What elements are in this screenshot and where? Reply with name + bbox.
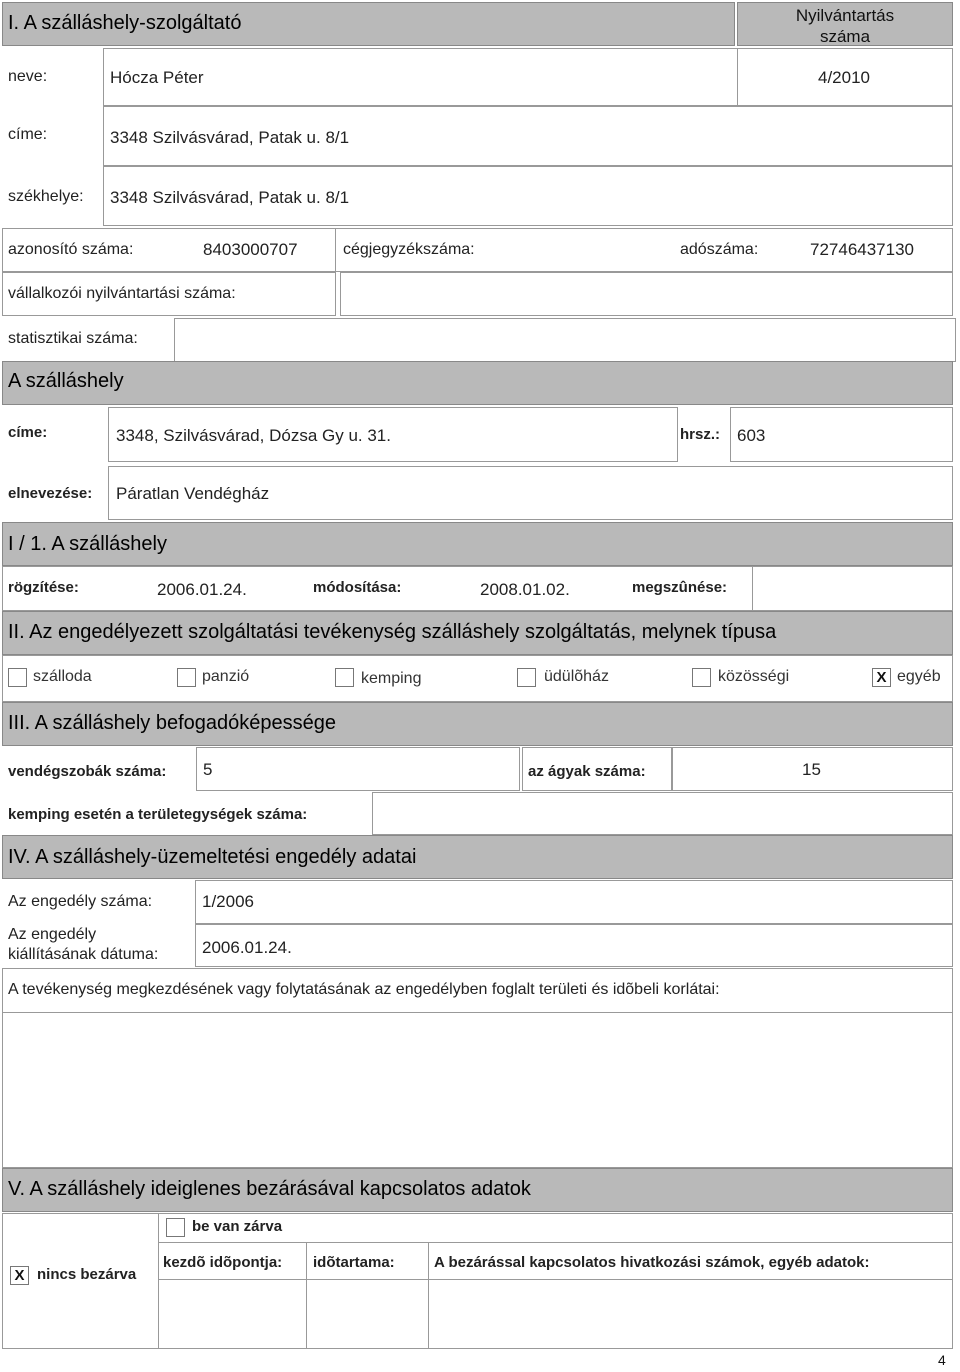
type-label-egyeb: egyéb [897,668,941,685]
rooms-value: 5 [203,760,213,779]
rooms-field[interactable] [196,747,520,791]
type-checkbox-egyeb[interactable]: X [872,668,891,687]
tax-value: 72746437130 [810,240,915,259]
seat-label: székhelye: [8,188,84,205]
entrepreneur-label: vállalkozói nyilvántartási száma: [8,285,236,302]
acc-address-value: 3348, Szilvásvárad, Dózsa Gy u. 31. [116,426,391,445]
tax-label: adószáma: [680,241,759,258]
type-label-kemping: kemping [361,670,422,687]
seat-value: 3348 Szilvásvárad, Patak u. 8/1 [110,188,350,207]
name-value: Hócza Péter [110,68,204,87]
page-number: 4 [938,1352,946,1368]
company-reg-label: cégjegyzékszáma: [343,241,475,258]
limits-label: A tevékenység megkezdésének vagy folytatásának az engedélyben foglalt területi és idõbeli korlátai: [8,981,720,998]
section2-title: II. Az engedélyezett szolgáltatási tevékenység szálláshely szolgáltatás, melynek típusa [8,621,777,643]
permit-date-label-2: kiállításának dátuma: [8,946,159,963]
permit-no-value: 1/2006 [202,892,254,911]
duration-label: idõtartama: [313,1254,395,1271]
camp-label: kemping esetén a területegységek száma: [8,806,308,823]
beds-label: az ágyak száma: [528,763,646,780]
closure-table [2,1213,953,1349]
modified-label: módosítása: [313,579,402,596]
type-label-kozossegi: közösségi [718,668,790,685]
section1-title: I. A szálláshely-szolgáltató [8,12,242,34]
type-checkbox-udulohaz[interactable] [517,668,536,687]
id-value: 8403000707 [203,240,298,259]
closure-col-divider-3 [428,1242,429,1349]
address-value: 3348 Szilvásvárad, Patak u. 8/1 [110,128,350,147]
modified-value: 2008.01.02. [480,580,570,599]
section3-title: III. A szálláshely befogadóképessége [8,712,337,734]
registry-value: 4/2010 [818,68,870,87]
not-closed-label: nincs bezárva [37,1266,137,1283]
type-label-udulohaz: üdülõház [544,668,609,685]
limits-divider [2,1012,953,1013]
id-label: azonosító száma: [8,241,134,258]
type-checkbox-szalloda[interactable] [8,668,27,687]
acc-name-value: Páratlan Vendégház [116,484,270,503]
permit-no-label: Az engedély száma: [8,893,153,910]
accommodation-title: A szálláshely [8,370,124,392]
section5-title: V. A szálláshely ideiglenes bezárásával kapcsolatos adatok [8,1178,531,1200]
rooms-label: vendégszobák száma: [8,763,167,780]
ended-label: megszûnése: [632,579,728,596]
hrsz-label: hrsz.: [680,426,721,443]
hrsz-value: 603 [737,426,766,445]
permit-date-field[interactable] [195,924,953,967]
type-checkbox-kozossegi[interactable] [692,668,711,687]
closed-checkbox[interactable] [166,1218,185,1237]
closure-col-divider-2 [306,1242,307,1349]
permit-date-value: 2006.01.24. [202,938,292,957]
ended-divider [752,566,753,611]
name-label: neve: [8,68,48,85]
camp-field[interactable] [372,792,953,835]
section4-title: IV. A szálláshely-üzemeltetési engedély adatai [8,846,417,868]
types-row [2,655,953,702]
beds-value: 15 [802,760,821,779]
permit-date-label-1: Az engedély [8,926,97,943]
recorded-value: 2006.01.24. [157,580,247,599]
closed-label: be van zárva [192,1218,283,1235]
acc-address-label: címe: [8,424,48,441]
dates-row [2,566,953,611]
stat-field[interactable] [174,318,956,362]
closure-row-divider-1 [158,1242,953,1243]
registry-label: Nyilvántartás száma [795,6,895,46]
recorded-label: rögzítése: [8,579,79,596]
accommodation-header [2,361,953,405]
entrepreneur-field[interactable] [340,272,953,316]
permit-no-field[interactable] [195,880,953,924]
closure-row-divider-2 [158,1279,953,1280]
type-checkbox-panzio[interactable] [177,668,196,687]
refs-label: A bezárással kapcsolatos hivatkozási számok, egyéb adatok: [434,1254,870,1271]
not-closed-checkbox[interactable]: X [10,1266,29,1285]
type-label-szalloda: szálloda [33,668,92,685]
id-divider [335,228,336,272]
start-label: kezdõ idõpontja: [163,1254,283,1271]
closure-col-divider-1 [158,1213,159,1349]
type-checkbox-kemping[interactable] [335,668,354,687]
acc-name-label: elnevezése: [8,485,93,502]
stat-label: statisztikai száma: [8,330,138,347]
section1-1-title: I / 1. A szálláshely [8,533,167,555]
type-label-panzio: panzió [202,668,250,685]
address-label: címe: [8,126,48,143]
